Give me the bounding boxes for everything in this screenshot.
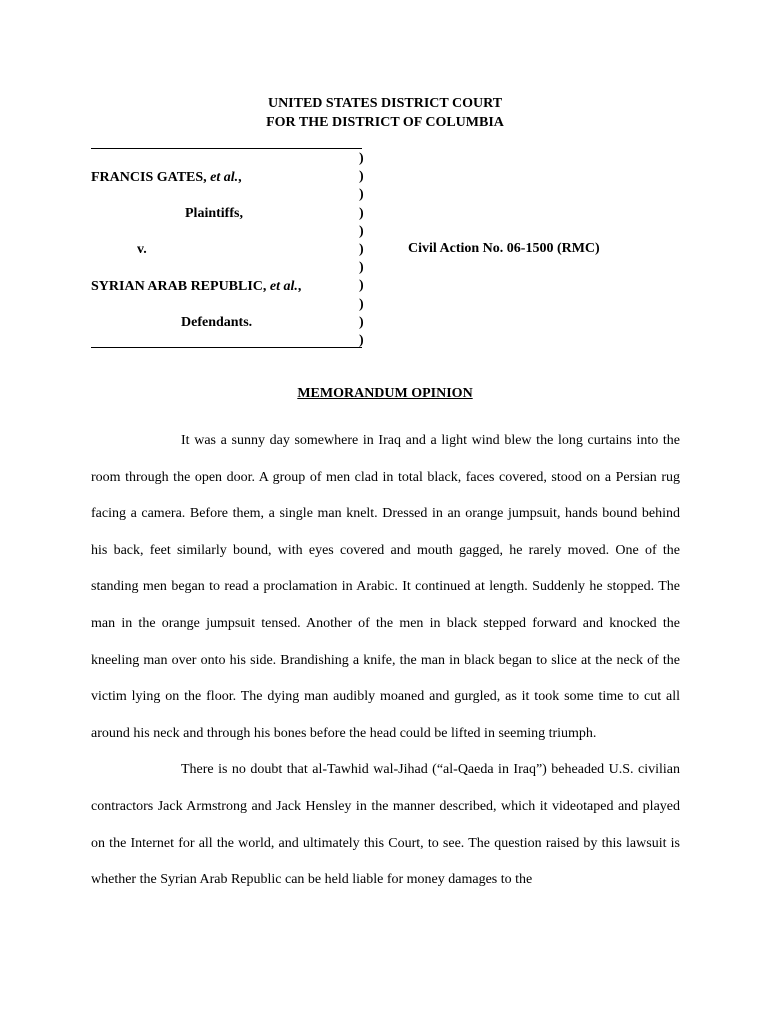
caption-paren: ) — [359, 260, 364, 276]
opinion-paragraph-2: There is no doubt that al-Tawhid wal-Jihad (“al-Qaeda in Iraq”) beheaded U.S. civilian contractors Jack Armstrong and Jack Hensley in the manner described, which it videotaped and played on the Internet for all the world, and ultimately this Court, to see. The question raised by this lawsuit is whether the Syrian Arab Republic can be held liable for money damages to the — [91, 762, 680, 888]
opinion-paragraph-1: It was a sunny day somewhere in Iraq and a light wind blew the long curtains into the room through the open door. A group of men clad in total black, faces covered, stood on a Persian rug facing a camera. Before them, a single man knelt. Dressed in an orange jumpsuit, hands bound behind his back, feet similarly bound, with eyes covered and mouth gagged, he rarely moved. One of the standing men began to read a proclamation in Arabic. It continued at length. Suddenly he stopped. The man in the orange jumpsuit tensed. Another of the men in black stepped forward and knocked the kneeling man over onto his side. Brandishing a knife, the man in black began to slice at the neck of the victim lying on the floor. The dying man audibly moaned and gurgled, as it took some time to cut all around his neck and through his bones before the head could be lifted in seeming triumph. — [91, 433, 680, 741]
caption-paren: ) — [359, 223, 364, 239]
caption-paren: ) — [359, 169, 364, 185]
caption-paren: ) — [359, 187, 364, 203]
plaintiff-et-al: et al. — [210, 170, 239, 185]
caption-paren-column — [359, 150, 371, 350]
memorandum-opinion-title: MEMORANDUM OPINION — [297, 386, 473, 401]
caption-paren: ) — [359, 205, 364, 221]
versus-label: v. — [137, 242, 147, 257]
caption-bottom-rule — [91, 347, 362, 348]
caption-paren: ) — [359, 241, 364, 257]
defendant-et-al: et al. — [269, 279, 298, 294]
defendant-role: Defendants. — [181, 315, 253, 330]
caption-paren: ) — [359, 332, 364, 348]
caption-top-rule — [91, 148, 362, 149]
opinion-body — [91, 423, 680, 899]
caption-paren: ) — [359, 296, 364, 312]
defendant-name: SYRIAN ARAB REPUBLIC, et al., — [91, 279, 302, 294]
court-name-heading: UNITED STATES DISTRICT COURT — [267, 96, 503, 111]
civil-action-number: Civil Action No. 06-1500 (RMC) — [408, 241, 600, 256]
caption-paren: ) — [359, 151, 364, 166]
caption-paren: ) — [359, 314, 364, 330]
court-district-heading: FOR THE DISTRICT OF COLUMBIA — [266, 115, 504, 130]
plaintiff-role: Plaintiffs, — [185, 206, 243, 221]
caption-paren: ) — [359, 278, 364, 294]
plaintiff-name: FRANCIS GATES, et al., — [91, 170, 242, 185]
